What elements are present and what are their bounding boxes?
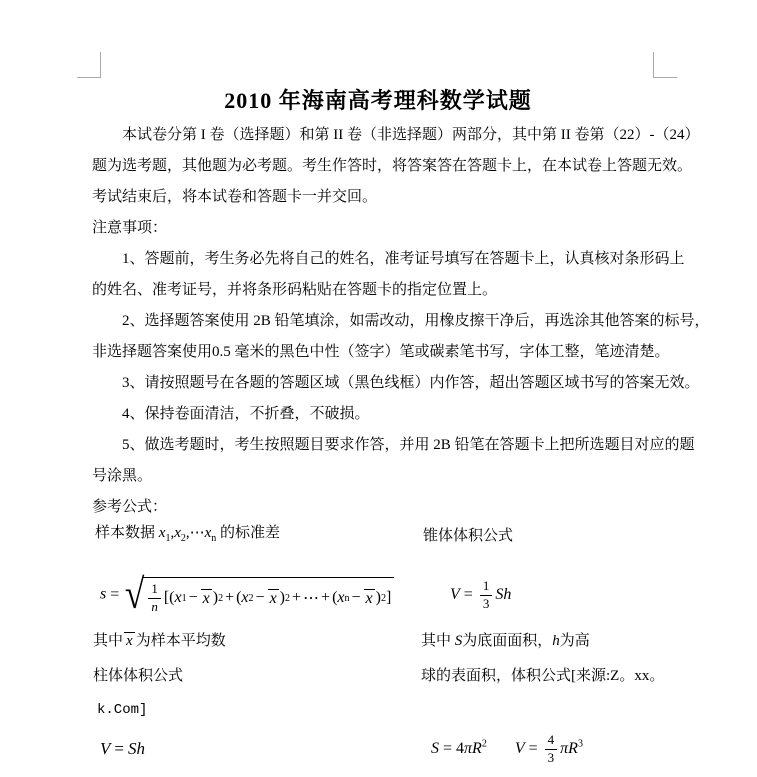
document-content [92, 0, 710, 765]
sample-mean-note: 其中 x 为样本平均数 [93, 633, 226, 649]
sphere-formula-label: 球的表面积，体积公式[来源:Z。xx。 [421, 668, 665, 684]
intro-line-2: 题为选考题，其他题为必考题。考生作答时，将答案答在答题卡上，在本试卷上答题无效。 [92, 158, 693, 174]
notice-item-5-line-1: 5、做选考题时，考生按照题目要求作答，并用 2B 铅笔在答题卡上把所选题目对应的题 [122, 437, 695, 453]
x-bar: x [202, 590, 210, 608]
std-deviation-formula: s = √ $\frac{1}{n}$ [ ( x 1 − x ) 2 + ( x 2 − x ) 2 + ⋯ + ( x n − x ) 2 ] [92, 574, 428, 616]
prism-volume-formula: V = Sh [100, 739, 145, 758]
formula-row-main [92, 565, 664, 625]
notice-item-1-line-1: 1、答题前，考生务必先将自己的姓名，准考证号填写在答题卡上，认真核对条形码上 [122, 251, 685, 267]
notice-item-3: 3、请按照题号在各题的答题区域（黑色线框）内作答，超出答题区域书写的答案无效。 [122, 375, 700, 391]
notice-item-4: 4、保持卷面清洁，不折叠，不破损。 [122, 406, 370, 422]
radical: √ $\frac{1}{n}$ [ ( x 1 − x ) 2 + ( x 2 − x ) 2 + ⋯ + ( x n − x ) 2 ] [123, 574, 394, 616]
x-bar: x [269, 590, 277, 608]
sample-data-label: 样本数据 $x_1,x_2,\cdots x_n$ 的标准差 [95, 525, 281, 544]
prism-volume-label: 柱体体积公式 [93, 668, 184, 684]
fraction-1-over-n: $\frac{1}{n}$ [148, 582, 161, 615]
notice-item-2-line-2: 非选择题答案使用0.5 毫米的黑色中性（签字）笔或碳素笔书写，字体工整，笔迹清楚。 [92, 344, 670, 360]
cone-volume-label: 锥体体积公式 [423, 528, 514, 544]
fraction-4-over-3: $\frac{4}{3}$ [545, 733, 558, 766]
cone-volume-formula: V = $\frac{1}{3}$ Sh [450, 577, 512, 611]
formula-row-notes [92, 630, 664, 652]
notice-item-2-line-1: 2、选择题答案使用 2B 铅笔填涂，如需改动，用橡皮擦干净后，再选涂其他答案的标号， [122, 313, 710, 329]
sphere-surface-formula: $S = 4\pi R^2$ [431, 738, 487, 757]
sphere-formulas [428, 733, 664, 766]
base-area-note: 其中 S为底面面积，h为高 [421, 633, 590, 649]
watermark-tail: k.Com] [97, 702, 148, 718]
notice-heading: 注意事项： [92, 220, 168, 236]
reference-formula-heading: 参考公式： [92, 499, 168, 515]
x-bar: x [126, 633, 133, 649]
formula-row-watermark [92, 699, 664, 721]
notice-item-5-line-2: 号涂黑。 [92, 468, 153, 484]
radical-sign-icon: √ [124, 572, 145, 618]
fraction-1-over-3: $\frac{1}{3}$ [480, 579, 493, 612]
formula-row-prism-sphere [92, 665, 664, 687]
sphere-volume-formula: V = $\frac{4}{3}$ $\pi R^3$ [514, 731, 583, 765]
document-title: 2010 年海南高考理科数学试题 [224, 88, 532, 113]
formula-row-volumes [92, 728, 664, 770]
intro-line-1: 本试卷分第 I 卷（选择题）和第 II 卷（非选择题）两部分，其中第 II 卷第（22）-（24） [122, 127, 700, 143]
formula-row-labels [92, 522, 664, 550]
x-bar: x [365, 590, 373, 608]
intro-line-3: 考试结束后，将本试卷和答题卡一并交回。 [92, 189, 378, 205]
notice-item-1-line-2: 的姓名、准考证号，并将条形码粘贴在答题卡的指定位置上。 [92, 282, 498, 298]
